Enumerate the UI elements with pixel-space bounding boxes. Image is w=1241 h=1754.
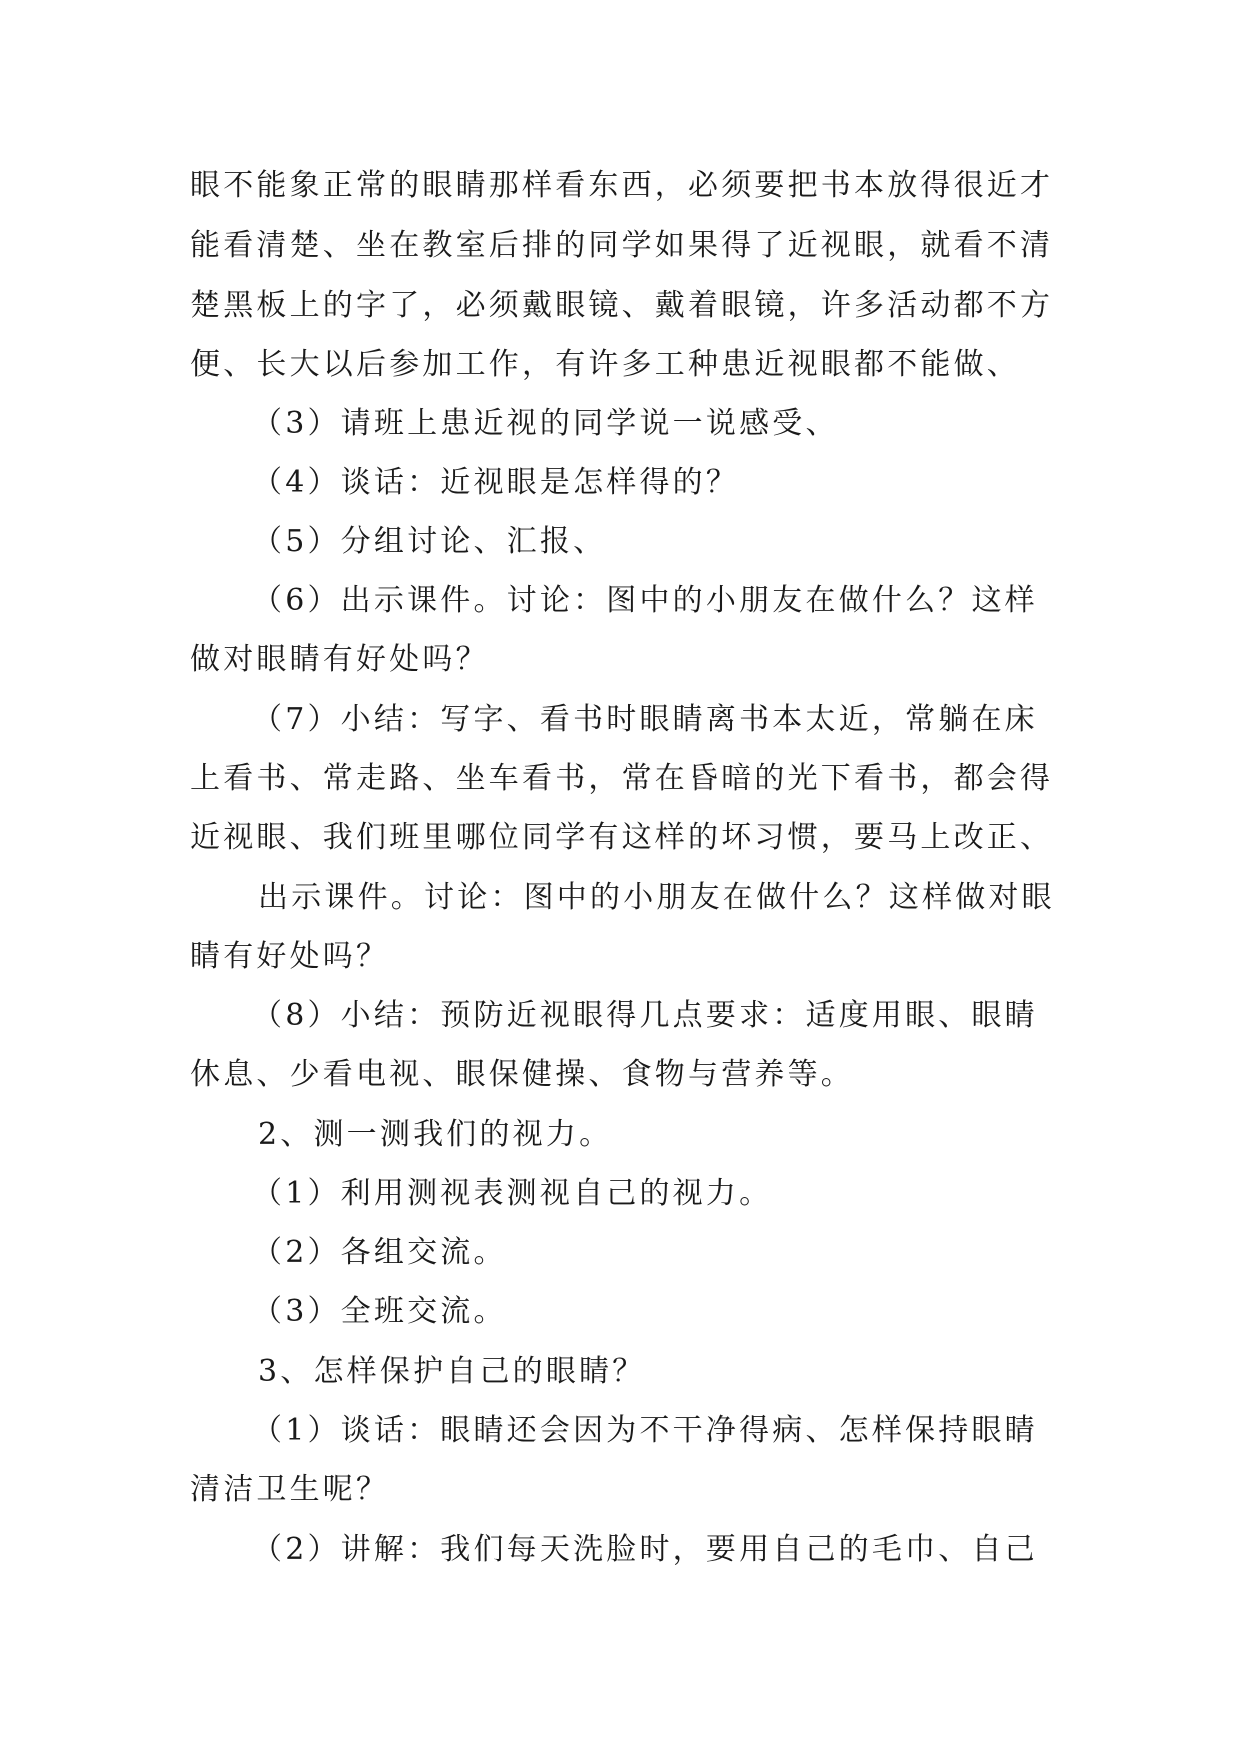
section-heading: 3、怎样保护自己的眼睛？: [258, 1354, 646, 1389]
paragraph-line: （1）利用测视表测视自己的视力。: [252, 1176, 773, 1211]
paragraph-line: 睛有好处吗？: [190, 939, 390, 974]
paragraph-line: 能看清楚、坐在教室后排的同学如果得了近视眼，就看不清: [190, 228, 1054, 263]
paragraph-line: 便、长大以后参加工作，有许多工种患近视眼都不能做、: [190, 347, 1020, 382]
paragraph-line: 休息、少看电视、眼保健操、食物与营养等。: [190, 1057, 854, 1092]
paragraph-line: 上看书、常走路、坐车看书，常在昏暗的光下看书，都会得: [190, 761, 1054, 796]
paragraph-line: （7）小结：写字、看书时眼睛离书本太近，常躺在床: [252, 702, 1038, 737]
paragraph-line: 做对眼睛有好处吗？: [190, 642, 489, 677]
paragraph-line: （3）请班上患近视的同学说一说感受、: [252, 406, 839, 441]
paragraph-line: （2）各组交流。: [252, 1235, 507, 1270]
paragraph-line: （2）讲解：我们每天洗脸时，要用自己的毛巾、自己: [252, 1532, 1038, 1567]
paragraph-line: （5）分组讨论、汇报、: [252, 524, 607, 559]
paragraph-line: 眼不能象正常的眼睛那样看东西，必须要把书本放得很近才: [190, 168, 1054, 203]
paragraph-line: （6）出示课件。讨论：图中的小朋友在做什么？这样: [252, 583, 1038, 618]
section-heading: 2、测一测我们的视力。: [258, 1117, 613, 1152]
paragraph-line: 楚黑板上的字了，必须戴眼镜、戴着眼镜，许多活动都不方: [190, 288, 1054, 323]
paragraph-line: （4）谈话：近视眼是怎样得的？: [252, 465, 740, 500]
paragraph-line: （1）谈话：眼睛还会因为不干净得病、怎样保持眼睛: [252, 1413, 1038, 1448]
paragraph-line: 出示课件。讨论：图中的小朋友在做什么？这样做对眼: [258, 880, 1055, 915]
paragraph-line: （3）全班交流。: [252, 1294, 507, 1329]
paragraph-line: （8）小结：预防近视眼得几点要求：适度用眼、眼睛: [252, 998, 1038, 1033]
paragraph-line: 近视眼、我们班里哪位同学有这样的坏习惯，要马上改正、: [190, 820, 1054, 855]
paragraph-line: 清洁卫生呢？: [190, 1472, 390, 1507]
